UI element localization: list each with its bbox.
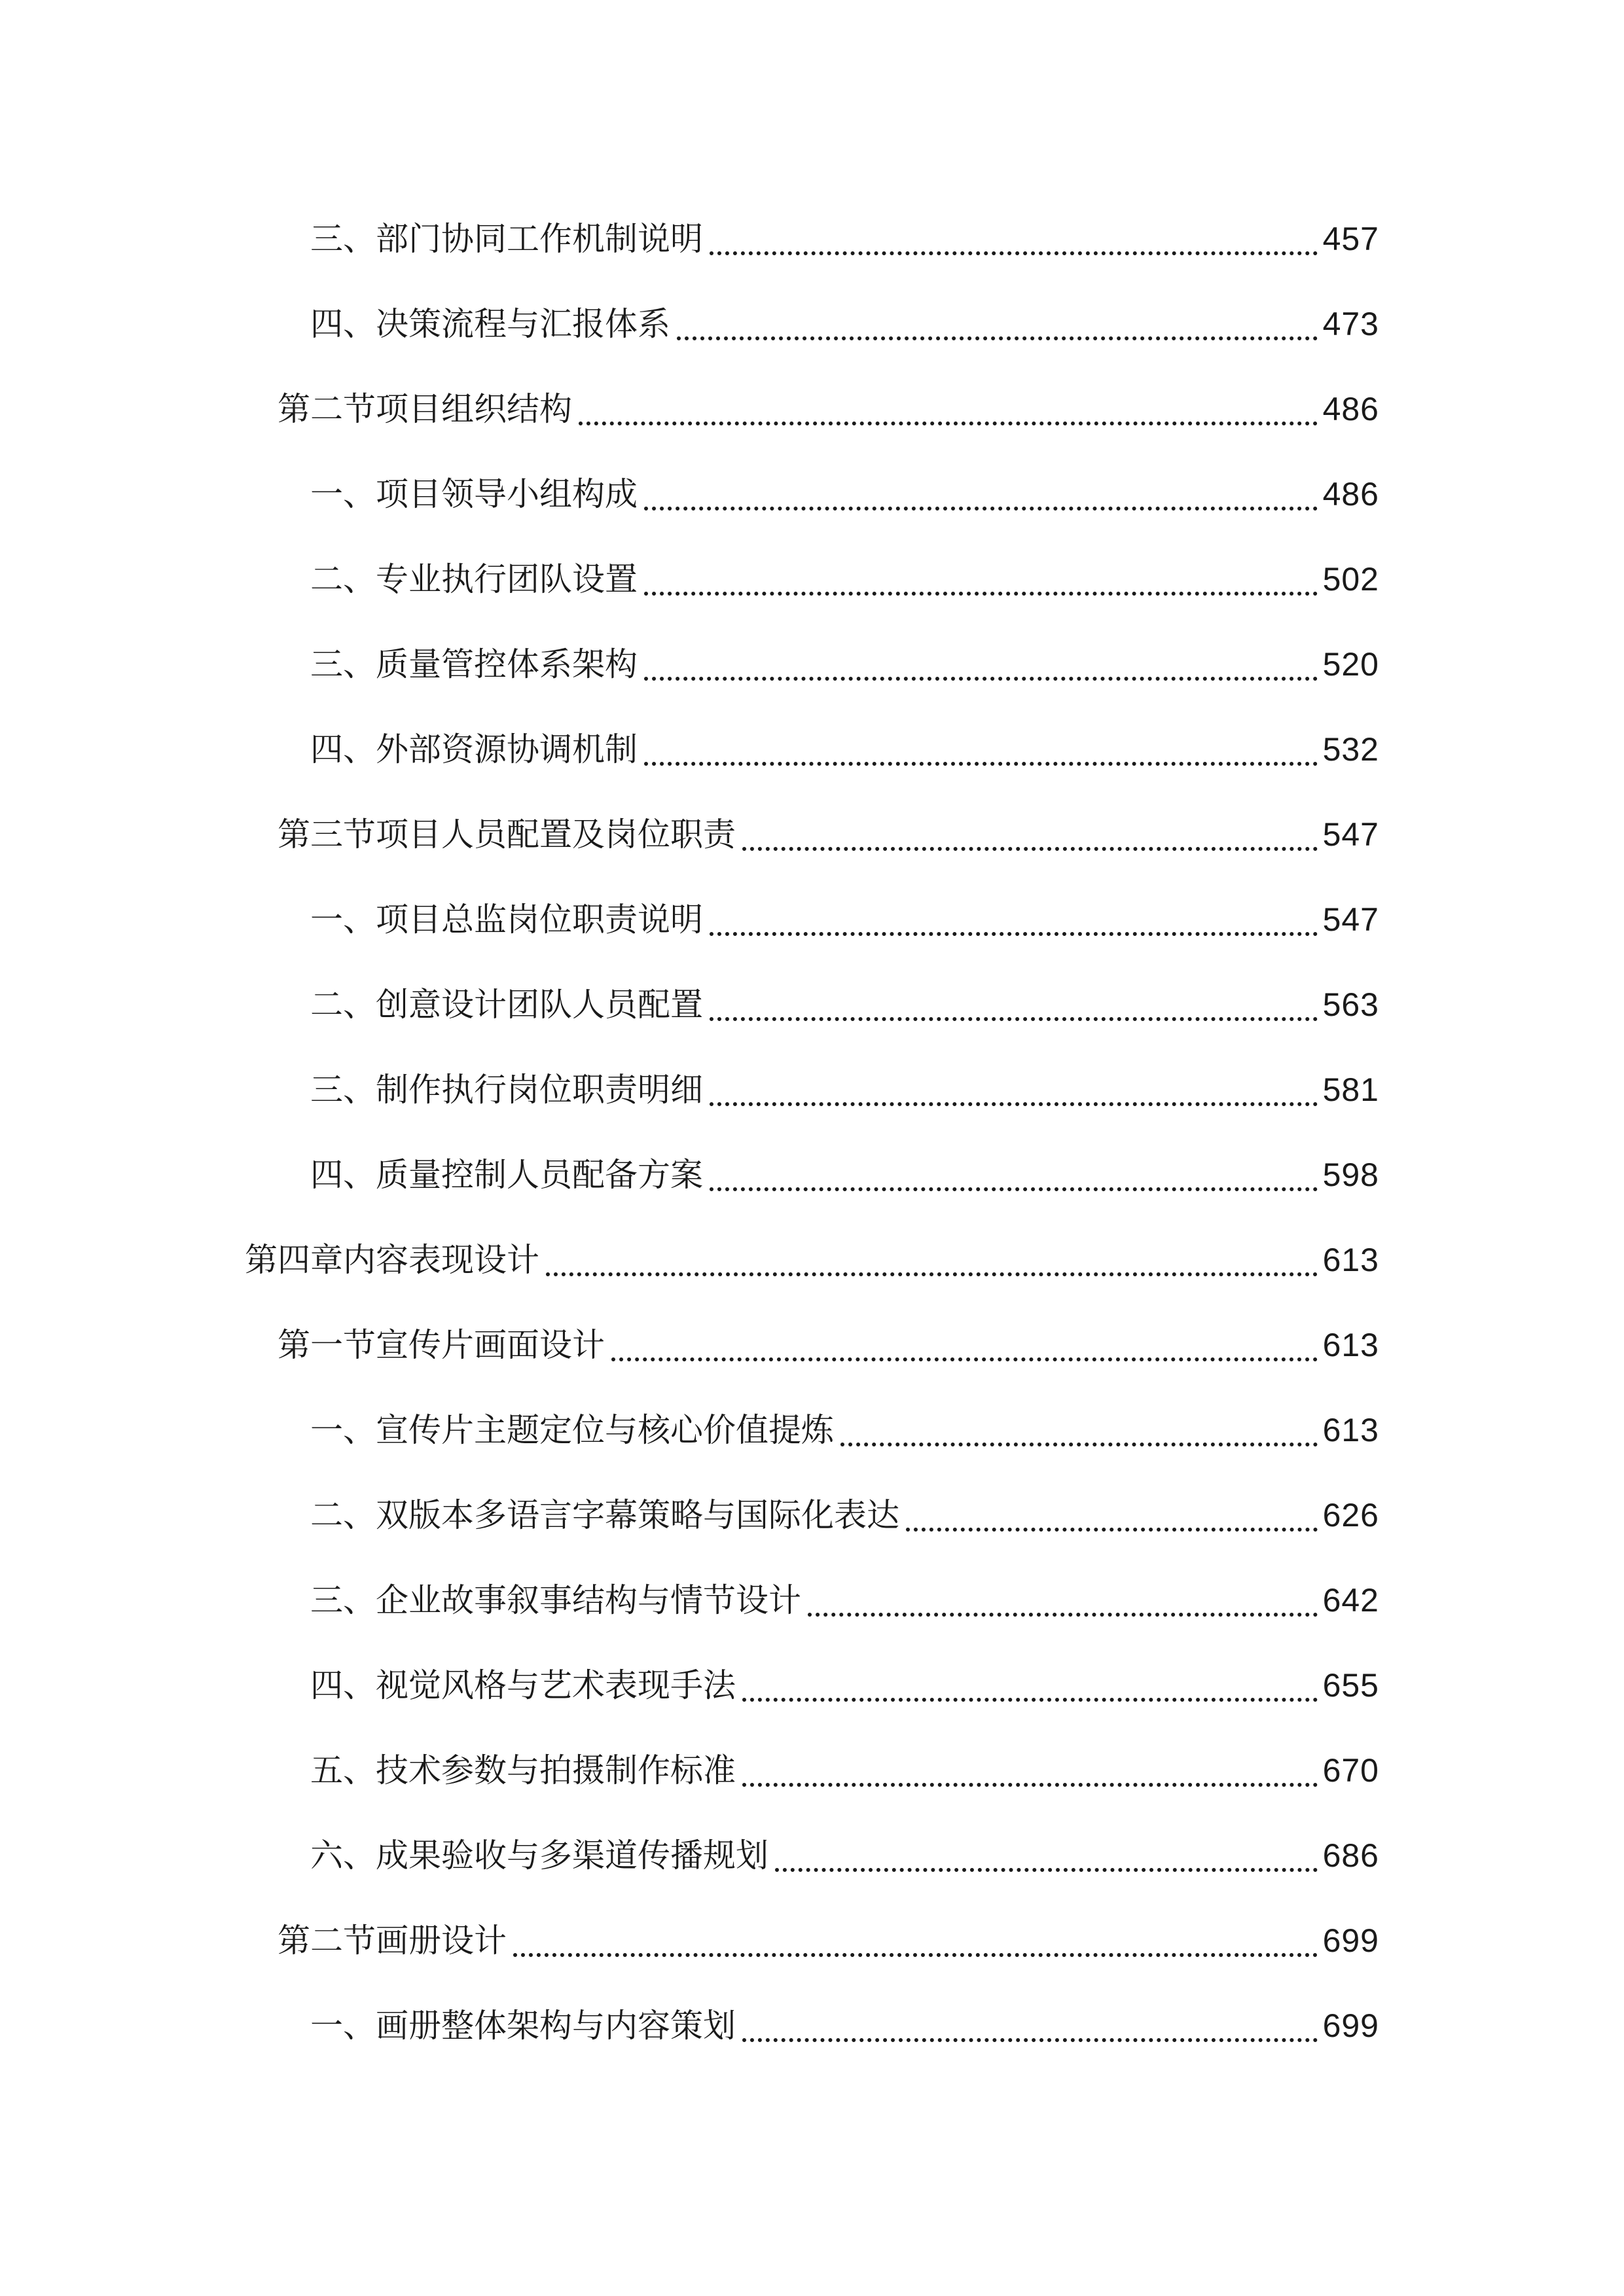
toc-entry-title: 第一节宣传片画面设计 xyxy=(278,1326,605,1364)
toc-entry-page: 532 xyxy=(1322,731,1379,768)
toc-entry[interactable] xyxy=(310,884,1379,956)
toc-entry[interactable] xyxy=(278,798,1379,870)
toc-entry[interactable] xyxy=(310,1734,1379,1806)
toc-entry-title: 三、部门协同工作机制说明 xyxy=(310,220,703,258)
dot-leader xyxy=(742,1698,1318,1702)
toc-entry-page: 457 xyxy=(1322,221,1379,257)
toc-entry-page: 598 xyxy=(1322,1157,1379,1193)
toc-entry-title: 第二节项目组织结构 xyxy=(278,390,572,428)
toc-entry-page: 613 xyxy=(1322,1412,1379,1448)
dot-leader xyxy=(546,1272,1318,1276)
toc-entry-title: 二、双版本多语言字幕策略与国际化表达 xyxy=(310,1496,899,1534)
toc-entry-title: 一、画册整体架构与内容策划 xyxy=(310,2007,736,2045)
toc-entry-page: 581 xyxy=(1322,1071,1379,1108)
toc-entry[interactable] xyxy=(310,628,1379,700)
toc-entry[interactable] xyxy=(310,458,1379,530)
dot-leader xyxy=(644,507,1318,511)
dot-leader xyxy=(710,932,1318,936)
dot-leader xyxy=(644,592,1318,596)
dot-leader xyxy=(710,251,1318,255)
toc-entry[interactable] xyxy=(310,1394,1379,1466)
dot-leader xyxy=(840,1443,1318,1446)
toc-entry[interactable] xyxy=(310,288,1379,360)
dot-leader xyxy=(742,2038,1318,2042)
toc-entry-page: 473 xyxy=(1322,306,1379,342)
dot-leader xyxy=(808,1613,1318,1617)
toc-entry-page: 547 xyxy=(1322,816,1379,853)
toc-entry[interactable] xyxy=(310,713,1379,785)
toc-entry-title: 第四章内容表现设计 xyxy=(245,1241,539,1279)
toc-entry[interactable] xyxy=(310,203,1379,275)
toc-entry-page: 613 xyxy=(1322,1327,1379,1363)
toc-entry-title: 四、质量控制人员配备方案 xyxy=(310,1156,703,1194)
toc-entry-page: 563 xyxy=(1322,986,1379,1023)
toc-entry[interactable] xyxy=(310,1139,1379,1211)
toc-entry[interactable] xyxy=(310,1564,1379,1636)
toc-entry[interactable] xyxy=(310,543,1379,615)
toc-entry-page: 655 xyxy=(1322,1667,1379,1704)
toc-entry[interactable] xyxy=(310,1820,1379,1892)
toc-entry[interactable] xyxy=(278,1905,1379,1977)
toc-entry-page: 520 xyxy=(1322,646,1379,683)
toc-entry[interactable] xyxy=(310,1990,1379,2062)
toc-entry-title: 四、视觉风格与艺术表现手法 xyxy=(310,1666,736,1704)
toc-entry-page: 626 xyxy=(1322,1497,1379,1534)
dot-leader xyxy=(644,677,1318,681)
toc-entry-page: 486 xyxy=(1322,391,1379,427)
toc-entry[interactable] xyxy=(310,969,1379,1041)
toc-entry-page: 613 xyxy=(1322,1242,1379,1278)
toc-entry[interactable] xyxy=(310,1054,1379,1126)
dot-leader xyxy=(775,1868,1318,1872)
toc-entry[interactable] xyxy=(278,1309,1379,1381)
toc-entry-title: 四、外部资源协调机制 xyxy=(310,730,638,768)
toc-entry-title: 一、宣传片主题定位与核心价值提炼 xyxy=(310,1411,834,1449)
toc-entry[interactable] xyxy=(310,1649,1379,1721)
dot-leader xyxy=(710,1017,1318,1021)
toc-entry-title: 第二节画册设计 xyxy=(278,1922,507,1960)
toc-entry-title: 六、成果验收与多渠道传播规划 xyxy=(310,1837,768,1874)
dot-leader xyxy=(579,422,1318,425)
toc-entry-title: 五、技术参数与拍摄制作标准 xyxy=(310,1751,736,1789)
toc-entry-title: 一、项目领导小组构成 xyxy=(310,475,638,513)
dot-leader xyxy=(742,847,1318,851)
toc-entry-title: 三、企业故事叙事结构与情节设计 xyxy=(310,1581,801,1619)
toc-entry-title: 三、制作执行岗位职责明细 xyxy=(310,1071,703,1109)
toc-entry-title: 三、质量管控体系架构 xyxy=(310,645,638,683)
dot-leader xyxy=(742,1783,1318,1787)
toc-entry-page: 642 xyxy=(1322,1582,1379,1619)
toc-entry[interactable] xyxy=(278,373,1379,445)
toc-entry-page: 699 xyxy=(1322,1922,1379,1959)
toc-entry-page: 547 xyxy=(1322,901,1379,938)
toc-entry[interactable] xyxy=(310,1479,1379,1551)
dot-leader xyxy=(513,1953,1318,1957)
toc-entry-title: 一、项目总监岗位职责说明 xyxy=(310,901,703,939)
dot-leader xyxy=(677,336,1318,340)
toc-entry-title: 二、创意设计团队人员配置 xyxy=(310,986,703,1024)
toc-entry-page: 699 xyxy=(1322,2007,1379,2044)
dot-leader xyxy=(611,1357,1318,1361)
toc-entry-title: 二、专业执行团队设置 xyxy=(310,560,638,598)
toc-entry-page: 670 xyxy=(1322,1752,1379,1789)
dot-leader xyxy=(710,1102,1318,1106)
toc-entry-page: 486 xyxy=(1322,476,1379,512)
toc-entry[interactable] xyxy=(245,1224,1379,1296)
dot-leader xyxy=(710,1187,1318,1191)
toc-entry-title: 四、决策流程与汇报体系 xyxy=(310,305,670,343)
toc-entry-page: 502 xyxy=(1322,561,1379,598)
dot-leader xyxy=(906,1528,1318,1532)
toc-entry-title: 第三节项目人员配置及岗位职责 xyxy=(278,816,736,853)
dot-leader xyxy=(644,762,1318,766)
toc-entry-page: 686 xyxy=(1322,1837,1379,1874)
